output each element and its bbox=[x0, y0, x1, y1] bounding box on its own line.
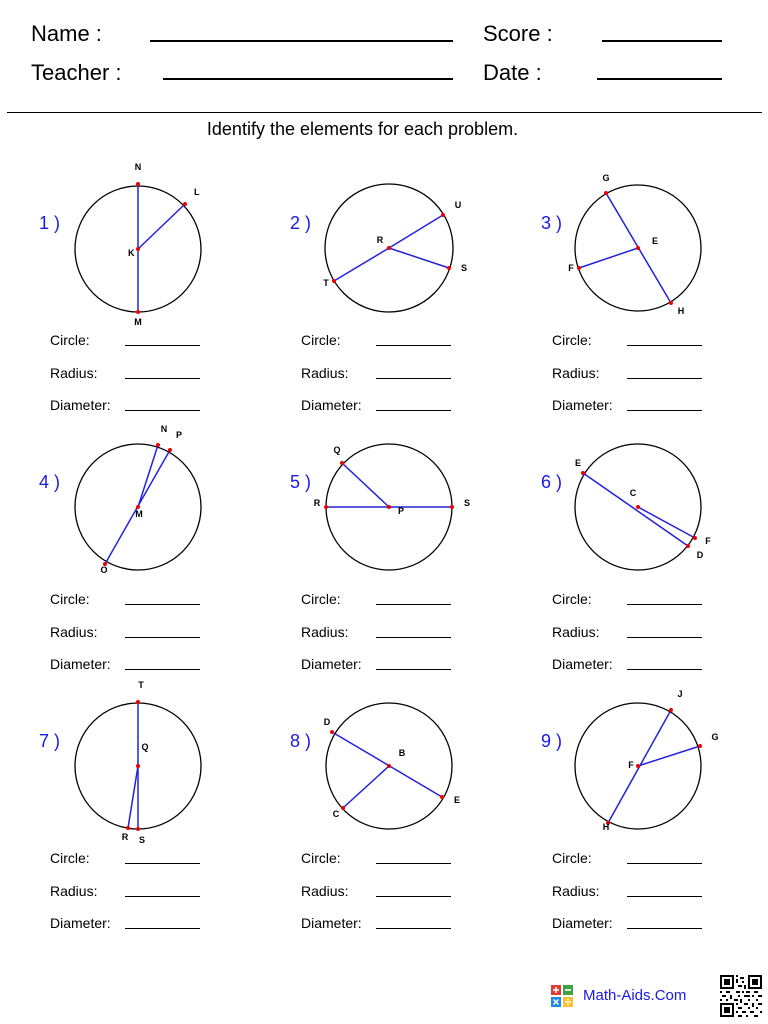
point bbox=[324, 505, 328, 509]
date-field[interactable] bbox=[597, 78, 722, 80]
point-label: T bbox=[323, 278, 329, 288]
radius-answer-blank[interactable] bbox=[125, 637, 200, 638]
point-label: S bbox=[460, 263, 468, 273]
radius-label: Radius: bbox=[301, 883, 349, 899]
circle-label: Circle: bbox=[301, 332, 341, 348]
point bbox=[450, 505, 454, 509]
diameter-label: Diameter: bbox=[301, 656, 362, 672]
segment bbox=[579, 248, 638, 268]
radius-label: Radius: bbox=[552, 624, 600, 640]
point-label: U bbox=[454, 200, 462, 210]
point-label: B bbox=[398, 748, 406, 758]
point bbox=[183, 202, 187, 206]
segment bbox=[638, 746, 700, 766]
diameter-answer-blank[interactable] bbox=[376, 928, 451, 929]
segment bbox=[138, 204, 185, 249]
point-label: K bbox=[128, 248, 135, 258]
circle-label: Circle: bbox=[552, 332, 592, 348]
radius-label: Radius: bbox=[50, 624, 98, 640]
circle-answer-blank[interactable] bbox=[627, 863, 702, 864]
segment bbox=[332, 732, 442, 797]
point bbox=[441, 213, 445, 217]
segment bbox=[128, 766, 138, 828]
problem-1 bbox=[36, 150, 286, 413]
score-field[interactable] bbox=[602, 40, 722, 42]
circle-figure bbox=[287, 150, 537, 330]
teacher-label: Teacher : bbox=[31, 60, 122, 85]
point bbox=[686, 544, 690, 548]
radius-label: Radius: bbox=[552, 883, 600, 899]
point-label: F bbox=[705, 536, 711, 546]
point-label: R bbox=[121, 832, 129, 842]
point bbox=[636, 246, 640, 250]
point bbox=[387, 505, 391, 509]
point bbox=[387, 246, 391, 250]
point bbox=[340, 461, 344, 465]
point-label: P bbox=[175, 430, 183, 440]
point-label: S bbox=[463, 498, 471, 508]
point-label: C bbox=[629, 488, 637, 498]
point bbox=[136, 764, 140, 768]
point bbox=[341, 806, 345, 810]
diameter-label: Diameter: bbox=[301, 915, 362, 931]
point-label: D bbox=[696, 550, 704, 560]
problem-number: 7 ) bbox=[39, 731, 61, 751]
name-field[interactable] bbox=[150, 40, 453, 42]
radius-answer-blank[interactable] bbox=[376, 378, 451, 379]
point bbox=[168, 448, 172, 452]
point bbox=[387, 764, 391, 768]
point bbox=[698, 744, 702, 748]
segment bbox=[342, 463, 389, 507]
circle-label: Circle: bbox=[301, 850, 341, 866]
point bbox=[581, 471, 585, 475]
point bbox=[136, 827, 140, 831]
point-label: C bbox=[332, 809, 340, 819]
point bbox=[136, 247, 140, 251]
point-label: R bbox=[376, 235, 384, 245]
problem-number: 1 ) bbox=[39, 213, 61, 233]
circle-figure bbox=[538, 409, 768, 589]
segment bbox=[638, 507, 695, 538]
point bbox=[604, 191, 608, 195]
point-label: H bbox=[677, 306, 685, 316]
circle-label: Circle: bbox=[50, 850, 90, 866]
point-label: R bbox=[313, 498, 321, 508]
point-label: P bbox=[397, 506, 405, 516]
diameter-answer-blank[interactable] bbox=[627, 928, 702, 929]
circle-answer-blank[interactable] bbox=[376, 863, 451, 864]
radius-answer-blank[interactable] bbox=[125, 896, 200, 897]
radius-answer-blank[interactable] bbox=[627, 637, 702, 638]
circle-label: Circle: bbox=[552, 850, 592, 866]
point-label: S bbox=[138, 835, 146, 845]
point-label: E bbox=[574, 458, 582, 468]
point-label: F bbox=[568, 263, 574, 273]
circle-figure bbox=[287, 668, 537, 848]
problem-4 bbox=[36, 409, 286, 672]
circle-answer-blank[interactable] bbox=[125, 345, 200, 346]
qr-code-icon bbox=[720, 975, 762, 1017]
circle-figure bbox=[538, 668, 768, 848]
score-label: Score : bbox=[483, 21, 553, 46]
problem-9 bbox=[538, 668, 768, 931]
header-divider bbox=[7, 112, 762, 113]
circle-figure bbox=[287, 409, 537, 589]
circle-label: Circle: bbox=[50, 332, 90, 348]
point-label: T bbox=[138, 680, 144, 690]
point bbox=[440, 795, 444, 799]
point-label: N bbox=[134, 162, 142, 172]
diameter-label: Diameter: bbox=[552, 915, 613, 931]
point-label: E bbox=[453, 795, 461, 805]
circle-answer-blank[interactable] bbox=[627, 604, 702, 605]
problem-number: 3 ) bbox=[541, 213, 563, 233]
segment bbox=[343, 766, 389, 808]
radius-answer-blank[interactable] bbox=[627, 896, 702, 897]
problem-5 bbox=[287, 409, 537, 672]
point bbox=[136, 182, 140, 186]
problem-number: 9 ) bbox=[541, 731, 563, 751]
problem-number: 5 ) bbox=[290, 472, 312, 492]
point-label: H bbox=[602, 822, 610, 832]
radius-label: Radius: bbox=[552, 365, 600, 381]
diameter-label: Diameter: bbox=[301, 397, 362, 413]
problem-3 bbox=[538, 150, 768, 413]
radius-answer-blank[interactable] bbox=[376, 637, 451, 638]
circle-answer-blank[interactable] bbox=[125, 863, 200, 864]
diameter-label: Diameter: bbox=[552, 656, 613, 672]
circle-answer-blank[interactable] bbox=[376, 345, 451, 346]
segment bbox=[389, 248, 449, 268]
circle-label: Circle: bbox=[50, 591, 90, 607]
radius-label: Radius: bbox=[301, 624, 349, 640]
point bbox=[669, 708, 673, 712]
circle-figure bbox=[538, 150, 768, 330]
radius-label: Radius: bbox=[50, 883, 98, 899]
problem-number: 8 ) bbox=[290, 731, 312, 751]
radius-label: Radius: bbox=[301, 365, 349, 381]
diameter-label: Diameter: bbox=[50, 915, 111, 931]
point bbox=[126, 826, 130, 830]
point-label: M bbox=[134, 317, 142, 327]
point bbox=[636, 764, 640, 768]
point-label: Q bbox=[333, 445, 341, 455]
point bbox=[136, 310, 140, 314]
problem-number: 2 ) bbox=[290, 213, 312, 233]
segment bbox=[334, 248, 389, 281]
radius-answer-blank[interactable] bbox=[376, 896, 451, 897]
point-label: F bbox=[628, 760, 634, 770]
radius-answer-blank[interactable] bbox=[125, 378, 200, 379]
point bbox=[332, 279, 336, 283]
brand-link[interactable]: Math-Aids.Com bbox=[583, 987, 687, 1004]
segment bbox=[583, 473, 688, 546]
circle-label: Circle: bbox=[552, 591, 592, 607]
point-label: G bbox=[602, 173, 610, 183]
radius-label: Radius: bbox=[50, 365, 98, 381]
point-label: L bbox=[194, 187, 200, 197]
point bbox=[136, 700, 140, 704]
point bbox=[156, 443, 160, 447]
point-label: E bbox=[651, 236, 659, 246]
point-label: G bbox=[711, 732, 719, 742]
point bbox=[669, 301, 673, 305]
problem-7 bbox=[36, 668, 286, 931]
instructions: Identify the elements for each problem. bbox=[206, 119, 519, 139]
date-label: Date : bbox=[483, 60, 542, 85]
circle-figure bbox=[36, 150, 286, 330]
segment bbox=[389, 215, 443, 248]
radius-answer-blank[interactable] bbox=[627, 378, 702, 379]
diameter-label: Diameter: bbox=[50, 397, 111, 413]
point-label: J bbox=[677, 689, 683, 699]
problem-number: 6 ) bbox=[541, 472, 563, 492]
name-label: Name : bbox=[31, 21, 102, 46]
point-label: D bbox=[323, 717, 331, 727]
point bbox=[693, 536, 697, 540]
problem-6 bbox=[538, 409, 768, 672]
circle-answer-blank[interactable] bbox=[627, 345, 702, 346]
diameter-label: Diameter: bbox=[50, 656, 111, 672]
problem-number: 4 ) bbox=[39, 472, 61, 492]
circle-answer-blank[interactable] bbox=[376, 604, 451, 605]
point-label: M bbox=[135, 509, 143, 519]
teacher-field[interactable] bbox=[163, 78, 453, 80]
point-label: O bbox=[100, 565, 108, 575]
point-label: Q bbox=[141, 742, 149, 752]
point bbox=[577, 266, 581, 270]
point-label: N bbox=[160, 424, 168, 434]
circle-label: Circle: bbox=[301, 591, 341, 607]
circle-figure bbox=[36, 668, 286, 848]
point bbox=[636, 505, 640, 509]
diameter-answer-blank[interactable] bbox=[125, 928, 200, 929]
circle-answer-blank[interactable] bbox=[125, 604, 200, 605]
math-aids-logo-icon bbox=[551, 985, 573, 1007]
point bbox=[330, 730, 334, 734]
diameter-label: Diameter: bbox=[552, 397, 613, 413]
problem-8 bbox=[287, 668, 537, 931]
problem-2 bbox=[287, 150, 537, 413]
point bbox=[447, 266, 451, 270]
circle-figure bbox=[36, 409, 286, 589]
